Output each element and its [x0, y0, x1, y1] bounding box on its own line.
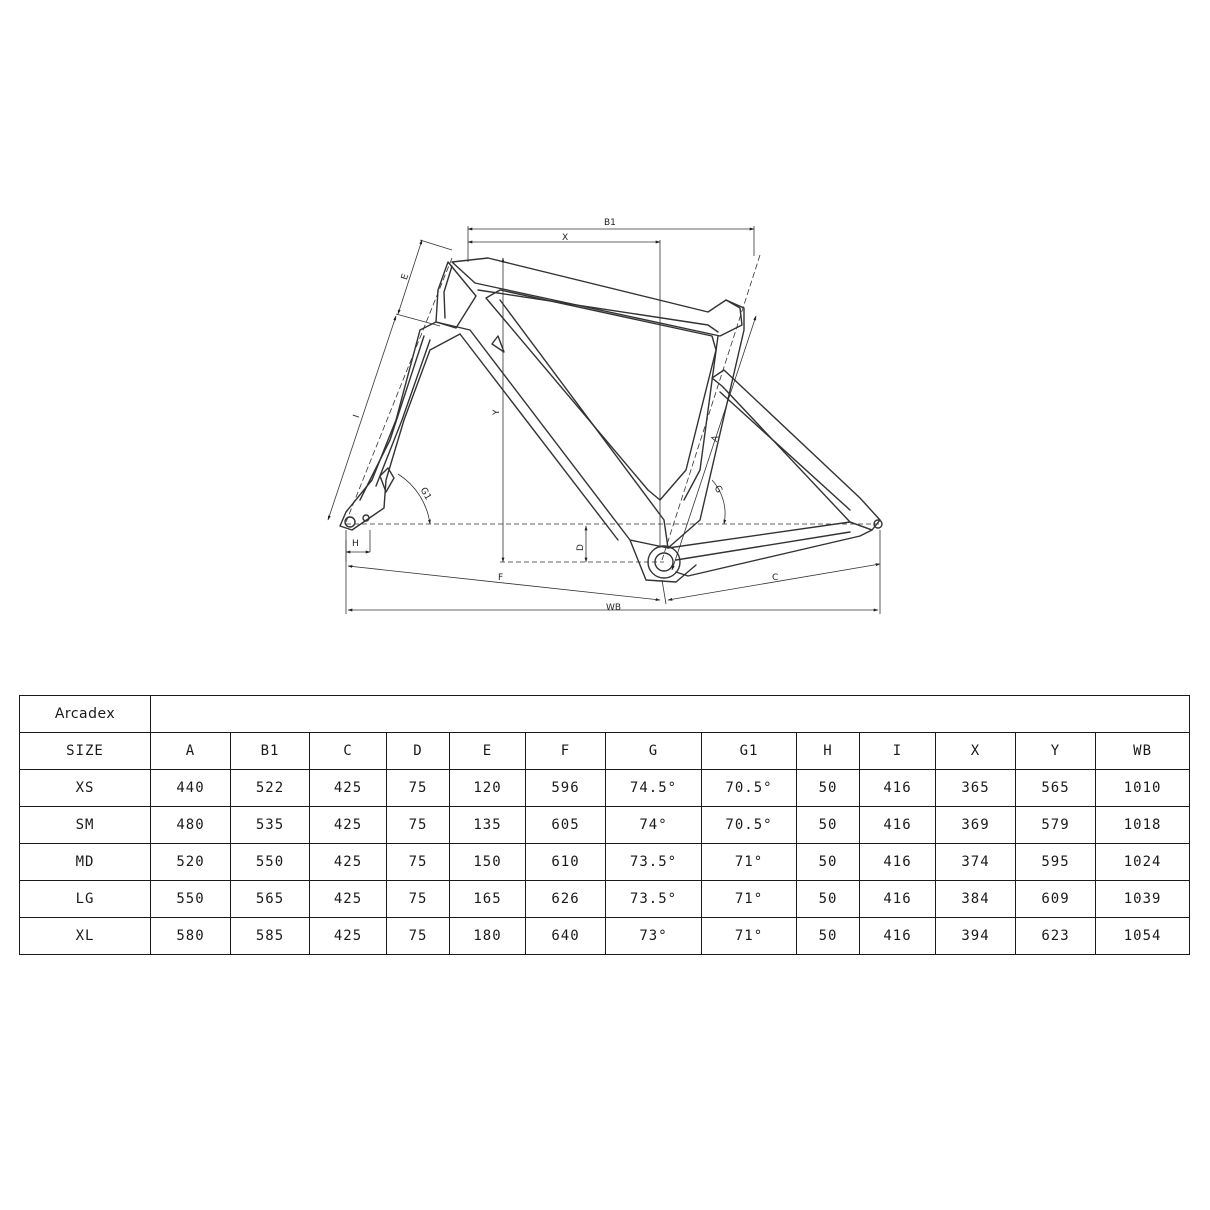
table-cell: 480: [151, 807, 231, 844]
table-row: [20, 807, 1190, 844]
table-cell: 74°: [606, 807, 702, 844]
table-cell: 73.5°: [606, 881, 702, 918]
table-cell: 75: [387, 844, 450, 881]
header-cell-f: F: [526, 733, 606, 770]
table-cell: 180: [450, 918, 526, 955]
table-cell: 425: [310, 918, 387, 955]
table-cell: 585: [231, 918, 310, 955]
label-d: D: [576, 544, 586, 551]
table-cell: 50: [797, 844, 860, 881]
table-cell: 416: [860, 881, 936, 918]
table-cell: 580: [151, 918, 231, 955]
table-cell: 1039: [1096, 881, 1190, 918]
header-cell-a: A: [151, 733, 231, 770]
table-cell: 70.5°: [702, 770, 797, 807]
table-cell: 416: [860, 770, 936, 807]
header-row: [20, 733, 1190, 770]
label-e: E: [400, 272, 412, 282]
table-cell: 550: [151, 881, 231, 918]
size-cell: XL: [20, 918, 151, 955]
table-cell: 623: [1016, 918, 1096, 955]
header-cell-c: C: [310, 733, 387, 770]
label-h: H: [352, 539, 359, 549]
size-cell: MD: [20, 844, 151, 881]
table-cell: 425: [310, 770, 387, 807]
header-cell-h: H: [797, 733, 860, 770]
label-i: I: [352, 413, 363, 420]
geometry-table: [19, 695, 1190, 955]
table-cell: 520: [151, 844, 231, 881]
header-cell-x: X: [936, 733, 1016, 770]
table-cell: 595: [1016, 844, 1096, 881]
model-row: [20, 696, 1190, 733]
table-cell: 50: [797, 918, 860, 955]
table-cell: 605: [526, 807, 606, 844]
table-cell: 440: [151, 770, 231, 807]
model-row-spacer: [151, 696, 1190, 733]
table-cell: 535: [231, 807, 310, 844]
table-cell: 150: [450, 844, 526, 881]
table-cell: 165: [450, 881, 526, 918]
model-name: Arcadex: [20, 696, 151, 733]
table-cell: 50: [797, 770, 860, 807]
table-cell: 365: [936, 770, 1016, 807]
table-cell: 1024: [1096, 844, 1190, 881]
table-cell: 610: [526, 844, 606, 881]
table-cell: 565: [231, 881, 310, 918]
table-cell: 50: [797, 881, 860, 918]
table-cell: 75: [387, 918, 450, 955]
table-cell: 71°: [702, 881, 797, 918]
table-cell: 425: [310, 844, 387, 881]
label-x: X: [562, 233, 569, 243]
table-cell: 73.5°: [606, 844, 702, 881]
label-a: A: [710, 434, 722, 444]
table-cell: 71°: [702, 844, 797, 881]
size-cell: LG: [20, 881, 151, 918]
label-g1: G1: [417, 486, 433, 503]
table-cell: 565: [1016, 770, 1096, 807]
label-wb: WB: [606, 603, 622, 613]
table-cell: 394: [936, 918, 1016, 955]
table-cell: 135: [450, 807, 526, 844]
table-cell: 1010: [1096, 770, 1190, 807]
frame-outline: [340, 258, 882, 582]
table-cell: 74.5°: [606, 770, 702, 807]
header-cell-d: D: [387, 733, 450, 770]
label-f: F: [498, 573, 504, 583]
table-cell: 550: [231, 844, 310, 881]
table-cell: 75: [387, 807, 450, 844]
table-cell: 73°: [606, 918, 702, 955]
table-cell: 75: [387, 881, 450, 918]
dimension-lines: [328, 226, 880, 614]
table-cell: 425: [310, 807, 387, 844]
table-cell: 416: [860, 918, 936, 955]
table-cell: 70.5°: [702, 807, 797, 844]
size-cell: SM: [20, 807, 151, 844]
header-cell-b1: B1: [231, 733, 310, 770]
table-cell: 120: [450, 770, 526, 807]
table-cell: 1018: [1096, 807, 1190, 844]
header-cell-i: I: [860, 733, 936, 770]
table-cell: 579: [1016, 807, 1096, 844]
table-cell: 416: [860, 844, 936, 881]
table-cell: 75: [387, 770, 450, 807]
size-cell: XS: [20, 770, 151, 807]
header-cell-y: Y: [1016, 733, 1096, 770]
table-row: [20, 918, 1190, 955]
table-cell: 596: [526, 770, 606, 807]
table-row: [20, 844, 1190, 881]
table-cell: 369: [936, 807, 1016, 844]
table-cell: 374: [936, 844, 1016, 881]
label-c: C: [772, 573, 779, 583]
table-cell: 71°: [702, 918, 797, 955]
label-g: G: [711, 484, 724, 496]
label-b1: B1: [604, 218, 616, 228]
table-row: [20, 770, 1190, 807]
header-cell-g: G: [606, 733, 702, 770]
table-cell: 1054: [1096, 918, 1190, 955]
header-cell-e: E: [450, 733, 526, 770]
table-cell: 50: [797, 807, 860, 844]
header-cell-wb: WB: [1096, 733, 1190, 770]
table-cell: 640: [526, 918, 606, 955]
table-cell: 626: [526, 881, 606, 918]
table-cell: 609: [1016, 881, 1096, 918]
table-cell: 384: [936, 881, 1016, 918]
label-y: Y: [492, 409, 502, 415]
table-row: [20, 881, 1190, 918]
header-cell-size: SIZE: [20, 733, 151, 770]
header-cell-g1: G1: [702, 733, 797, 770]
table-cell: 522: [231, 770, 310, 807]
table-cell: 416: [860, 807, 936, 844]
table-cell: 425: [310, 881, 387, 918]
